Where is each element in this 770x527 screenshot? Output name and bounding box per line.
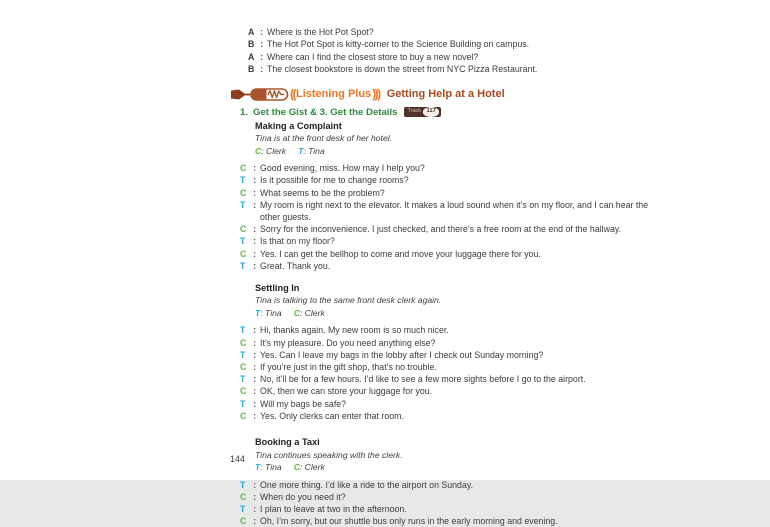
- speaker-label: B: [248, 39, 255, 50]
- speaker-label: T: [240, 236, 246, 247]
- speaker-label: T: [240, 374, 246, 385]
- listening-plus-banner: [230, 86, 652, 103]
- dialogue-line: C : Oh, I’m sorry, but our shuttle bus only runs in the early morning and evening.: [240, 515, 652, 527]
- activity-heading-row: [230, 107, 652, 118]
- dialogue-text: When do you need it?: [260, 491, 346, 502]
- speaker-label: T: [240, 503, 246, 514]
- dialogue-text: I plan to leave at two in the afternoon.: [260, 503, 407, 514]
- dialogue-line: C : Good evening, miss. How may I help you?: [240, 162, 652, 174]
- activity-number: 1.: [240, 106, 249, 118]
- speaker-label: A: [248, 27, 255, 37]
- dialogue-text: Is it possible for me to change rooms?: [260, 175, 409, 186]
- speaker-label: T: [240, 479, 246, 490]
- speaker-label: C: [240, 491, 247, 502]
- dialogue-text: Is that on my floor?: [260, 236, 335, 247]
- dialogue-line: C : Yes. I can get the bellhop to come and move your luggage there for you.: [240, 248, 652, 260]
- section-title: Making a Complaint: [255, 120, 342, 131]
- dialogue-line: C : Sorry for the inconvenience. I just checked, and there’s a free room at the end of the hallway.: [240, 223, 652, 235]
- dialogue-line: C : When do you need it?: [240, 491, 652, 503]
- dialogue-line: T : Great. Thank you.: [240, 260, 652, 272]
- speaker-label: C: [240, 362, 247, 373]
- speaker-legend: T: Tina C: Clerk: [255, 462, 325, 473]
- dialogue-line: [248, 63, 652, 75]
- dialogue-text: Great. Thank you.: [260, 260, 331, 271]
- speaker-name: Tina: [308, 145, 325, 156]
- speaker-label: T: [240, 349, 246, 360]
- dialogue-line: T : Is it possible for me to change rooms?: [240, 174, 652, 186]
- dialogue-line: C : OK, then we can store your luggage for you.: [240, 385, 652, 397]
- speaker-letter: C: [293, 307, 300, 318]
- dialogue-text: My room is right next to the elevator. It makes a loud sound when it’s on my floor, and I can hear the other guests.: [260, 199, 649, 222]
- dialogue-line: T : I plan to leave at two in the afternoon.: [240, 503, 652, 515]
- close-parens-mark: ))): [372, 87, 380, 102]
- speaker-letter: C: [255, 145, 262, 156]
- dialogue-text: Where is the Hot Pot Spot?: [267, 27, 374, 37]
- speaker-label: T: [240, 398, 246, 409]
- section-title: Settling In: [255, 282, 300, 293]
- speaker-label: C: [240, 248, 247, 259]
- speaker-letter: T: [255, 462, 261, 473]
- dialogue-line: C : Yes. Only clerks can enter that room.: [240, 410, 652, 422]
- activity-heading: Get the Gist & 3. Get the Details: [253, 106, 398, 118]
- speaker-label: A: [248, 51, 255, 62]
- section-settling-in: [230, 283, 652, 422]
- speaker-label: T: [240, 325, 246, 336]
- page-content: [230, 26, 652, 527]
- speaker-label: C: [240, 386, 247, 397]
- dialogue-text: Yes. I can get the bellhop to come and move your luggage there for you.: [260, 248, 541, 259]
- dialogue-text: If you’re just in the gift shop, that’s no trouble.: [260, 362, 437, 373]
- lesson-title: Getting Help at a Hotel: [386, 88, 505, 101]
- track-number: 117: [423, 107, 439, 116]
- dialogue-line: T : Will my bags be safe?: [240, 398, 652, 410]
- colon: :: [260, 51, 263, 62]
- dialogue-text: Good evening, miss. How may I help you?: [260, 163, 425, 174]
- dialogue-text: No, it’ll be for a few hours. I’d like to see a few more sights before I go to the airport.: [260, 374, 586, 385]
- dialogue-text: The closest bookstore is down the street from NYC Pizza Restaurant.: [267, 64, 538, 75]
- track-badge: [404, 107, 441, 117]
- dialogue-line: T : One more thing. I’d like a ride to the airport on Sunday.: [240, 479, 652, 491]
- listening-plus-label: Listening Plus: [296, 88, 372, 101]
- dialogue-line: [248, 38, 652, 50]
- colon: :: [260, 64, 263, 75]
- speaker-label: T: [240, 175, 246, 186]
- dialogue-line: [248, 51, 652, 63]
- dialogue-line: C : It’s my pleasure. Do you need anything else?: [240, 337, 652, 349]
- dialogue-line: T : Yes. Can I leave my bags in the lobby after I check out Sunday morning?: [240, 349, 652, 361]
- section-title: Booking a Taxi: [255, 437, 320, 448]
- speaker-label: C: [240, 410, 247, 421]
- speaker-label: C: [240, 187, 247, 198]
- audio-waveform-icon: [230, 86, 288, 103]
- dialogue-text: What seems to be the problem?: [260, 187, 385, 198]
- speaker-name: Clerk: [304, 462, 325, 473]
- dialogue-text: One more thing. I’d like a ride to the airport on Sunday.: [260, 479, 474, 490]
- section-intro: Tina is talking to the same front desk clerk again.: [255, 295, 442, 306]
- speaker-label: C: [240, 224, 247, 235]
- dialogue-line: T : No, it’ll be for a few hours. I’d like to see a few more sights before I go to the airport.: [240, 373, 652, 385]
- speaker-name: Clerk: [266, 145, 287, 156]
- speaker-label: C: [240, 516, 247, 527]
- dialogue-text: Where can I find the closest store to buy a new novel?: [267, 51, 479, 62]
- speaker-name: Tina: [265, 307, 282, 318]
- track-label: Track: [407, 108, 422, 115]
- dialogue-text: OK, then we can store your luggage for you.: [260, 386, 433, 397]
- dialogue-text: Yes. Only clerks can enter that room.: [260, 410, 404, 421]
- page-number: 144: [230, 454, 246, 464]
- dialogue-text: Hi, thanks again. My new room is so much nicer.: [260, 325, 449, 336]
- speaker-legend: C: Clerk T: Tina: [255, 145, 325, 156]
- speaker-name: Tina: [265, 462, 282, 473]
- dialogue-line: T : Hi, thanks again. My new room is so much nicer.: [240, 324, 652, 336]
- speaker-label: B: [248, 64, 255, 75]
- open-parens-mark: ((: [290, 87, 295, 102]
- speaker-label: C: [240, 337, 247, 348]
- section-booking-a-taxi: [230, 437, 652, 527]
- section-intro: Tina is at the front desk of her hotel.: [255, 133, 393, 144]
- speaker-name: Clerk: [304, 307, 325, 318]
- section-intro: Tina continues speaking with the clerk.: [255, 449, 403, 460]
- colon: :: [260, 27, 263, 37]
- speaker-letter: C: [293, 462, 300, 473]
- speaker-label: C: [240, 163, 247, 174]
- dialogue-line: T : Is that on my floor?: [240, 235, 652, 247]
- dialogue-line: [248, 26, 652, 38]
- colon: :: [260, 39, 263, 50]
- dialogue-line: C : What seems to be the problem?: [240, 187, 652, 199]
- dialogue-text: Will my bags be safe?: [260, 398, 347, 409]
- speaker-label: T: [240, 260, 246, 271]
- dialogue-text: It’s my pleasure. Do you need anything else?: [260, 337, 436, 348]
- dialogue-text: Yes. Can I leave my bags in the lobby after I check out Sunday morning?: [260, 349, 544, 360]
- dialogue-text: Sorry for the inconvenience. I just checked, and there’s a free room at the end of the hallway.: [260, 224, 622, 235]
- dialogue-text: The Hot Pot Spot is kitty-corner to the Science Building on campus.: [267, 39, 530, 50]
- speaker-letter: T: [255, 307, 261, 318]
- dialogue-text: Oh, I’m sorry, but our shuttle bus only runs in the early morning and evening.: [260, 516, 558, 527]
- speaker-letter: T: [298, 145, 304, 156]
- section-making-a-complaint: [230, 121, 652, 272]
- dialogue-line: T : My room is right next to the elevator. It makes a loud sound when it’s on my floor, and I can hear the other guests.: [240, 199, 652, 223]
- dialogue-line: C : If you’re just in the gift shop, that’s no trouble.: [240, 361, 652, 373]
- speaker-legend: T: Tina C: Clerk: [255, 307, 325, 318]
- warmup-dialogue: [230, 26, 652, 76]
- speaker-label: T: [240, 199, 246, 210]
